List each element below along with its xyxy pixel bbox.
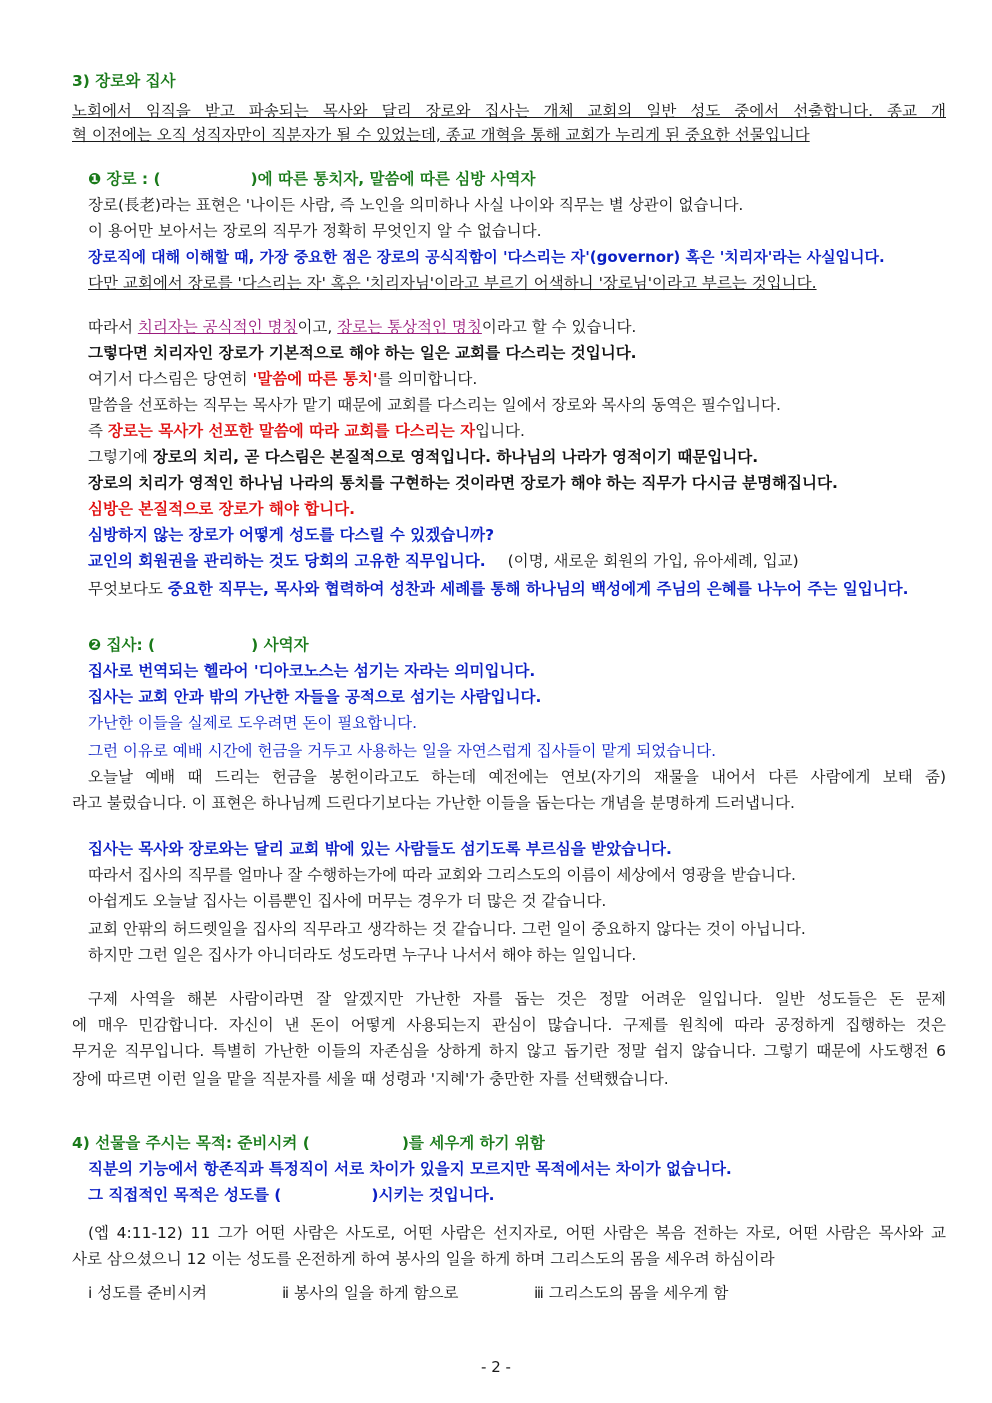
elder-line-1: 장로(長老)라는 표현은 '나이든 사람, 즉 노인을 의미하나 사실 나이와 직무는 별 상관이 없습니다.	[88, 196, 744, 214]
deacon-mid-4: 교회 안팎의 허드렛일을 집사의 직무라고 생각하는 것 같습니다. 그런 일이 중요하지 않다는 것이 아닙니다.	[88, 920, 806, 938]
elder-line-4: 다만 교회에서 장로를 '다스리는 자' 혹은 '치리자님'이라고 부르기 어색하니 '장로님'이라고 부르는 것입니다.	[88, 274, 817, 292]
p3-text-a: 여기서 다스림은 당연히	[88, 370, 253, 388]
section-4-title	[72, 1132, 545, 1154]
deacon-line-1: 집사로 번역되는 헬라어 '디아코노스는 섬기는 자라는 의미입니다.	[88, 662, 536, 680]
elder-para-6	[88, 446, 758, 468]
p10-text-a: 교인의 회원권을 관리하는 것도 당회의 고유한 직무입니다.	[88, 552, 486, 570]
deacon-mid-2: 따라서 집사의 직무를 얼마나 잘 수행하는가에 따라 교회와 그리스도의 이름이 세상에서 영광을 받습니다.	[88, 866, 796, 884]
p1-common-title: 장로는 통상적인 명칭	[337, 318, 482, 336]
p5-text-c: 입니다.	[475, 422, 525, 440]
p1-text-e: 이라고 할 수 있습니다.	[481, 318, 637, 336]
elder-line-3: 장로직에 대해 이해할 때, 가장 중요한 점은 장로의 공식직함이 '다스리는 자'(governor) 혹은 '치리자'라는 사실입니다.	[88, 248, 885, 266]
elder-line-2: 이 용어만 보아서는 장로의 직무가 정확히 무엇인지 알 수 없습니다.	[88, 222, 542, 240]
scripture-line-1: (엡 4:11-12) 11 그가 어떤 사람은 사도로, 어떤 사람은 선지자로, 어떤 사람은 복음 전하는 자로, 어떤 사람은 목사와 교	[88, 1224, 946, 1242]
relief-line-3: 무거운 직무입니다. 특별히 가난한 이들의 자존심을 상하게 하지 않고 돕기란 정말 쉽지 않습니다. 그렇기 때문에 사도행전 6	[72, 1042, 946, 1060]
deacon-heading-start: ❷ 집사: (	[88, 636, 156, 654]
purpose-item-3: ⅲ 그리스도의 몸을 세우게 함	[534, 1284, 729, 1302]
p11-text-b: 중요한 직무는, 목사와 협력하여 성찬과 세례를 통해 하나님의 백성에게 주님의 은혜를 나누어 주는 일입니다.	[167, 580, 909, 598]
deacon-heading	[88, 634, 309, 656]
intro-line-2: 혁 이전에는 오직 성직자만이 직분자가 될 수 있었는데, 종교 개혁을 통해 교회가 누리게 된 중요한 선물입니다	[72, 126, 810, 144]
p1-text-a: 따라서	[88, 318, 138, 336]
relief-line-1: 구제 사역을 해본 사람이라면 잘 알겠지만 가난한 자를 돕는 것은 정말 어려운 일입니다. 일반 성도들은 돈 문제	[88, 990, 946, 1008]
elder-heading-end: )에 따른 통치자, 말씀에 따른 심방 사역자	[250, 170, 536, 188]
deacon-line-3: 가난한 이들을 실제로 도우려면 돈이 필요합니다.	[88, 714, 418, 732]
elder-para-4: 말씀을 선포하는 직무는 목사가 맡기 때문에 교회를 다스리는 일에서 장로와 목사의 동역은 필수입니다.	[88, 396, 781, 414]
elder-para-5	[88, 420, 525, 442]
sec4-line-2-end: )시키는 것입니다.	[371, 1186, 495, 1204]
sec4-title-start: 4) 선물을 주시는 목적: 준비시켜 (	[72, 1134, 310, 1152]
elder-heading-start: ❶ 장로 : (	[88, 170, 161, 188]
p5-elder-definition: 장로는 목사가 선포한 말씀에 따라 교회를 다스리는 자	[107, 422, 476, 440]
elder-heading	[88, 168, 535, 190]
deacon-heading-end: ) 사역자	[251, 636, 309, 654]
p1-official-title: 치리자는 공식적인 명칭	[137, 318, 298, 336]
deacon-line-2: 집사는 교회 안과 밖의 가난한 자들을 공적으로 섬기는 사람입니다.	[88, 688, 542, 706]
elder-para-8: 심방은 본질적으로 장로가 해야 합니다.	[88, 500, 356, 518]
deacon-mid-3: 아쉽게도 오늘날 집사는 이름뿐인 집사에 머무는 경우가 더 많은 것 같습니다.	[88, 892, 607, 910]
relief-line-2: 에 매우 민감합니다. 자신이 낸 돈이 어떻게 사용되는지 관심이 많습니다. 구제를 원칙에 따라 공정하게 집행하는 것은	[72, 1016, 946, 1034]
sec4-title-end: )를 세우게 하기 위함	[401, 1134, 545, 1152]
sec4-line-2-start: 그 직접적인 목적은 성도를 (	[88, 1186, 282, 1204]
elder-para-1	[88, 316, 636, 338]
p3-rule-by-word: '말씀에 따른 통치'	[252, 370, 378, 388]
elder-para-9: 심방하지 않는 장로가 어떻게 성도를 다스릴 수 있겠습니까?	[88, 526, 495, 544]
scripture-line-2: 사로 삼으셨으니 12 이는 성도를 온전하게 하여 봉사의 일을 하게 하며 그리스도의 몸을 세우려 하심이라	[72, 1250, 775, 1268]
elder-para-3	[88, 368, 477, 390]
relief-line-4: 장에 따르면 이런 일을 맡을 직분자를 세울 때 성령과 '지혜'가 충만한 자를 선택했습니다.	[72, 1070, 669, 1088]
purpose-item-1: ⅰ 성도를 준비시켜	[88, 1284, 207, 1302]
p6-text-b: 장로의 치리, 곧 다스림은 본질적으로 영적입니다. 하나님의 나라가 영적이기 때문입니다.	[152, 448, 759, 466]
p6-text-a: 그렇기에	[88, 448, 153, 466]
p10-examples: (이명, 새로운 회원의 가입, 유아세례, 입교)	[507, 552, 799, 570]
section-3-title: 3) 장로와 집사	[72, 72, 176, 90]
page-number: - 2 -	[481, 1358, 511, 1376]
elder-para-7: 장로의 치리가 영적인 하나님 나라의 통치를 구현하는 것이라면 장로가 해야 하는 직무가 다시금 분명해집니다.	[88, 474, 838, 492]
purpose-item-2: ⅱ 봉사의 일을 하게 함으로	[282, 1284, 459, 1302]
p3-text-c: 를 의미합니다.	[377, 370, 478, 388]
elder-para-11	[88, 578, 909, 600]
deacon-line-6: 라고 불렀습니다. 이 표현은 하나님께 드린다기보다는 가난한 이들을 돕는다는 개념을 분명하게 드러냅니다.	[72, 794, 795, 812]
deacon-line-4: 그런 이유로 예배 시간에 헌금을 거두고 사용하는 일을 자연스럽게 집사들이 맡게 되었습니다.	[88, 742, 717, 760]
sec4-line-2	[88, 1184, 495, 1206]
deacon-mid-5: 하지만 그런 일은 집사가 아니더라도 성도라면 누구나 나서서 해야 하는 일입니다.	[88, 946, 637, 964]
sec4-line-1: 직분의 기능에서 항존직과 특정직이 서로 차이가 있을지 모르지만 목적에서는 차이가 없습니다.	[88, 1160, 732, 1178]
p11-text-a: 무엇보다도	[88, 580, 168, 598]
deacon-mid-1: 집사는 목사와 장로와는 달리 교회 밖에 있는 사람들도 섬기도록 부르심을 받았습니다.	[88, 840, 672, 858]
elder-para-2: 그렇다면 치리자인 장로가 기본적으로 해야 하는 일은 교회를 다스리는 것입니다.	[88, 344, 637, 362]
p1-text-c: 이고,	[297, 318, 338, 336]
p5-text-a: 즉	[88, 422, 108, 440]
deacon-line-5: 오늘날 예배 때 드리는 헌금을 봉헌이라고도 하는데 예전에는 연보(자기의 재물을 내어서 다른 사람에게 보태 줌)	[88, 768, 946, 786]
intro-line-1: 노회에서 임직을 받고 파송되는 목사와 달리 장로와 집사는 개체 교회의 일반 성도 중에서 선출합니다. 종교 개	[72, 102, 946, 120]
elder-para-10	[88, 550, 799, 572]
